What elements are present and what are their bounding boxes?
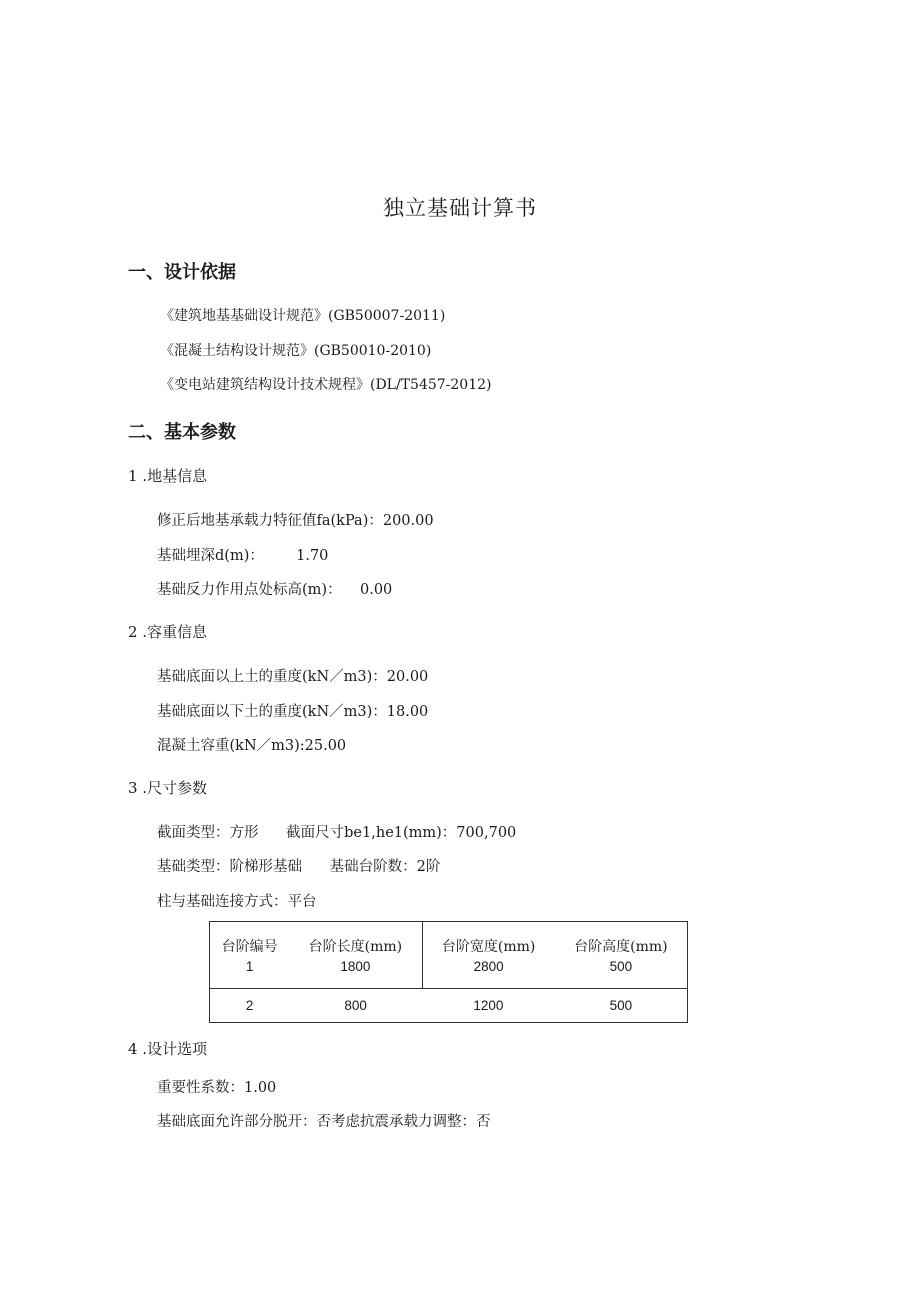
param-concrete-weight: 混凝土容重(kN／m3):25.00 <box>157 738 347 754</box>
param-importance-factor: 重要性系数：1.00 <box>157 1080 277 1096</box>
column-header-step-width: 台阶宽度(mm) <box>441 939 536 955</box>
step-dimension-table <box>209 921 688 1023</box>
cell-step-no: 1 <box>245 959 254 974</box>
param-base-separation: 基础底面允许部分脱开：否考虑抗震承载力调整：否 <box>157 1114 491 1130</box>
cell-step-height: 500 <box>609 959 633 974</box>
subsection-heading-unit-weight: 2 .容重信息 <box>128 623 208 641</box>
param-connection-type: 柱与基础连接方式：平台 <box>157 894 317 910</box>
param-reaction-elevation: 基础反力作用点处标高(m)： 0.00 <box>157 582 393 598</box>
cell-step-width: 2800 <box>473 959 504 974</box>
cell-step-width: 1200 <box>473 998 504 1013</box>
column-header-step-height: 台阶高度(mm) <box>574 939 668 955</box>
table-row <box>210 922 688 989</box>
column-header-step-no: 台阶编号 <box>221 939 278 955</box>
table-row <box>210 989 688 1023</box>
reference-2: 《混凝土结构设计规范》(GB50010-2010) <box>160 343 432 359</box>
reference-3: 《变电站建筑结构设计技术规程》(DL/T5457-2012) <box>160 377 492 393</box>
table-cell <box>422 922 555 989</box>
param-soil-weight-above: 基础底面以上土的重度(kN／m3)：20.00 <box>157 669 429 685</box>
cell-step-no: 2 <box>245 998 254 1013</box>
subsection-heading-dimensions: 3 .尺寸参数 <box>128 779 208 797</box>
section-heading-basic-params: 二、基本参数 <box>128 422 236 443</box>
cell-step-length: 800 <box>344 998 367 1013</box>
param-foundation-type: 基础类型：阶梯形基础 基础台阶数：2阶 <box>157 859 441 875</box>
cell-step-height: 500 <box>609 998 633 1013</box>
table-cell <box>289 922 422 989</box>
cell-step-length: 1800 <box>340 959 371 974</box>
reference-1: 《建筑地基基础设计规范》(GB50007-2011) <box>160 308 446 324</box>
subsection-heading-foundation-info: 1 .地基信息 <box>128 467 208 485</box>
param-bearing-capacity: 修正后地基承载力特征值fa(kPa)：200.00 <box>157 513 434 529</box>
table-cell <box>210 922 290 989</box>
param-embed-depth: 基础埋深d(m)： 1.70 <box>157 548 329 564</box>
document-title: 独立基础计算书 <box>383 196 537 220</box>
section-heading-design-basis: 一、设计依据 <box>128 262 236 283</box>
column-header-step-length: 台阶长度(mm) <box>308 939 403 955</box>
param-section-type: 截面类型：方形 截面尺寸be1,he1(mm)：700,700 <box>157 825 517 841</box>
subsection-heading-design-options: 4 .设计选项 <box>128 1040 208 1058</box>
param-soil-weight-below: 基础底面以下土的重度(kN／m3)：18.00 <box>157 704 429 720</box>
table-cell <box>555 922 688 989</box>
